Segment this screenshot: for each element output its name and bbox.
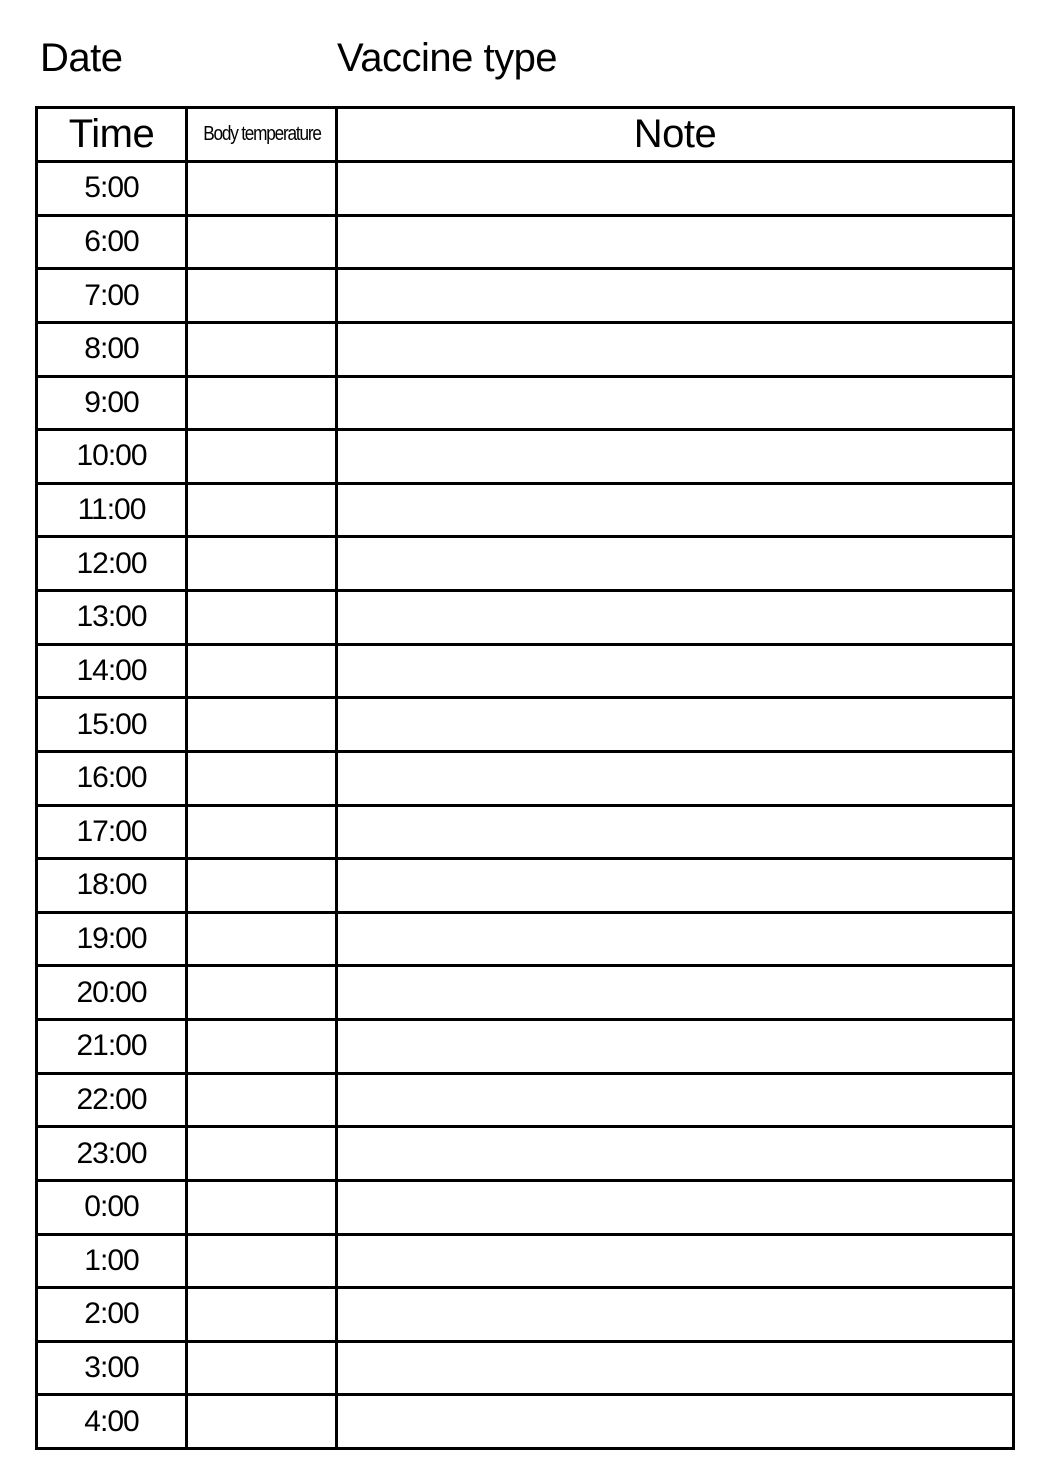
body-temperature-cell[interactable] bbox=[187, 376, 337, 430]
time-cell: 7:00 bbox=[37, 269, 187, 323]
note-cell[interactable] bbox=[337, 376, 1014, 430]
time-cell: 10:00 bbox=[37, 430, 187, 484]
note-cell[interactable] bbox=[337, 269, 1014, 323]
time-cell: 23:00 bbox=[37, 1127, 187, 1181]
table-row bbox=[37, 430, 1014, 484]
vaccine-type-label: Vaccine type bbox=[337, 36, 558, 80]
note-cell[interactable] bbox=[337, 1288, 1014, 1342]
table-row bbox=[37, 162, 1014, 216]
note-cell[interactable] bbox=[337, 644, 1014, 698]
body-temperature-cell[interactable] bbox=[187, 322, 337, 376]
table-row bbox=[37, 1073, 1014, 1127]
body-temperature-cell[interactable] bbox=[187, 1073, 337, 1127]
note-cell[interactable] bbox=[337, 430, 1014, 484]
note-cell[interactable] bbox=[337, 1127, 1014, 1181]
time-cell: 4:00 bbox=[37, 1395, 187, 1449]
table-row bbox=[37, 1234, 1014, 1288]
time-cell: 3:00 bbox=[37, 1341, 187, 1395]
time-cell: 17:00 bbox=[37, 805, 187, 859]
body-temperature-cell[interactable] bbox=[187, 215, 337, 269]
table-row bbox=[37, 1288, 1014, 1342]
time-cell: 5:00 bbox=[37, 162, 187, 216]
body-temperature-cell[interactable] bbox=[187, 483, 337, 537]
table-row bbox=[37, 1341, 1014, 1395]
body-temperature-cell[interactable] bbox=[187, 269, 337, 323]
time-cell: 2:00 bbox=[37, 1288, 187, 1342]
body-temperature-cell[interactable] bbox=[187, 1234, 337, 1288]
column-header-body-temperature: Body temperature bbox=[197, 108, 326, 162]
time-cell: 18:00 bbox=[37, 859, 187, 913]
note-cell[interactable] bbox=[337, 751, 1014, 805]
time-cell: 20:00 bbox=[37, 966, 187, 1020]
note-cell[interactable] bbox=[337, 322, 1014, 376]
body-temperature-cell[interactable] bbox=[187, 1020, 337, 1074]
note-cell[interactable] bbox=[337, 483, 1014, 537]
note-cell[interactable] bbox=[337, 966, 1014, 1020]
table-row bbox=[37, 1395, 1014, 1449]
body-temperature-cell[interactable] bbox=[187, 537, 337, 591]
body-temperature-cell[interactable] bbox=[187, 966, 337, 1020]
table-row bbox=[37, 966, 1014, 1020]
time-cell: 0:00 bbox=[37, 1180, 187, 1234]
body-temperature-cell[interactable] bbox=[187, 751, 337, 805]
time-cell: 15:00 bbox=[37, 698, 187, 752]
date-label: Date bbox=[40, 36, 123, 80]
note-cell[interactable] bbox=[337, 1180, 1014, 1234]
table-row bbox=[37, 644, 1014, 698]
note-cell[interactable] bbox=[337, 215, 1014, 269]
body-temperature-cell[interactable] bbox=[187, 912, 337, 966]
table-row bbox=[37, 805, 1014, 859]
column-header-note: Note bbox=[337, 108, 1014, 162]
note-cell[interactable] bbox=[337, 591, 1014, 645]
table-row bbox=[37, 537, 1014, 591]
body-temperature-cell[interactable] bbox=[187, 162, 337, 216]
note-cell[interactable] bbox=[337, 1341, 1014, 1395]
table-row bbox=[37, 698, 1014, 752]
column-header-time: Time bbox=[37, 108, 187, 162]
body-temperature-cell[interactable] bbox=[187, 1395, 337, 1449]
time-cell: 21:00 bbox=[37, 1020, 187, 1074]
note-cell[interactable] bbox=[337, 1395, 1014, 1449]
table-body bbox=[37, 162, 1014, 1449]
body-temperature-cell[interactable] bbox=[187, 1180, 337, 1234]
time-cell: 16:00 bbox=[37, 751, 187, 805]
body-temperature-cell[interactable] bbox=[187, 1288, 337, 1342]
time-cell: 13:00 bbox=[37, 591, 187, 645]
table-row bbox=[37, 591, 1014, 645]
temperature-log-table bbox=[35, 106, 1015, 1450]
table-row bbox=[37, 751, 1014, 805]
body-temperature-cell[interactable] bbox=[187, 698, 337, 752]
table-row bbox=[37, 1180, 1014, 1234]
body-temperature-cell[interactable] bbox=[187, 644, 337, 698]
note-cell[interactable] bbox=[337, 859, 1014, 913]
time-cell: 14:00 bbox=[37, 644, 187, 698]
table-row bbox=[37, 912, 1014, 966]
note-cell[interactable] bbox=[337, 162, 1014, 216]
body-temperature-cell[interactable] bbox=[187, 1127, 337, 1181]
note-cell[interactable] bbox=[337, 537, 1014, 591]
body-temperature-cell[interactable] bbox=[187, 591, 337, 645]
body-temperature-cell[interactable] bbox=[187, 805, 337, 859]
note-cell[interactable] bbox=[337, 912, 1014, 966]
body-temperature-cell[interactable] bbox=[187, 1341, 337, 1395]
note-cell[interactable] bbox=[337, 698, 1014, 752]
note-cell[interactable] bbox=[337, 1073, 1014, 1127]
table-row bbox=[37, 859, 1014, 913]
table-row bbox=[37, 1127, 1014, 1181]
body-temperature-cell[interactable] bbox=[187, 430, 337, 484]
time-cell: 22:00 bbox=[37, 1073, 187, 1127]
table-row bbox=[37, 376, 1014, 430]
time-cell: 6:00 bbox=[37, 215, 187, 269]
time-cell: 12:00 bbox=[37, 537, 187, 591]
time-cell: 9:00 bbox=[37, 376, 187, 430]
table-row bbox=[37, 269, 1014, 323]
table-row bbox=[37, 215, 1014, 269]
note-cell[interactable] bbox=[337, 1020, 1014, 1074]
time-cell: 11:00 bbox=[37, 483, 187, 537]
note-cell[interactable] bbox=[337, 805, 1014, 859]
table-header-row bbox=[37, 108, 1014, 162]
table-row bbox=[37, 483, 1014, 537]
note-cell[interactable] bbox=[337, 1234, 1014, 1288]
table-row bbox=[37, 1020, 1014, 1074]
time-cell: 19:00 bbox=[37, 912, 187, 966]
time-cell: 8:00 bbox=[37, 322, 187, 376]
table-row bbox=[37, 322, 1014, 376]
body-temperature-cell[interactable] bbox=[187, 859, 337, 913]
time-cell: 1:00 bbox=[37, 1234, 187, 1288]
